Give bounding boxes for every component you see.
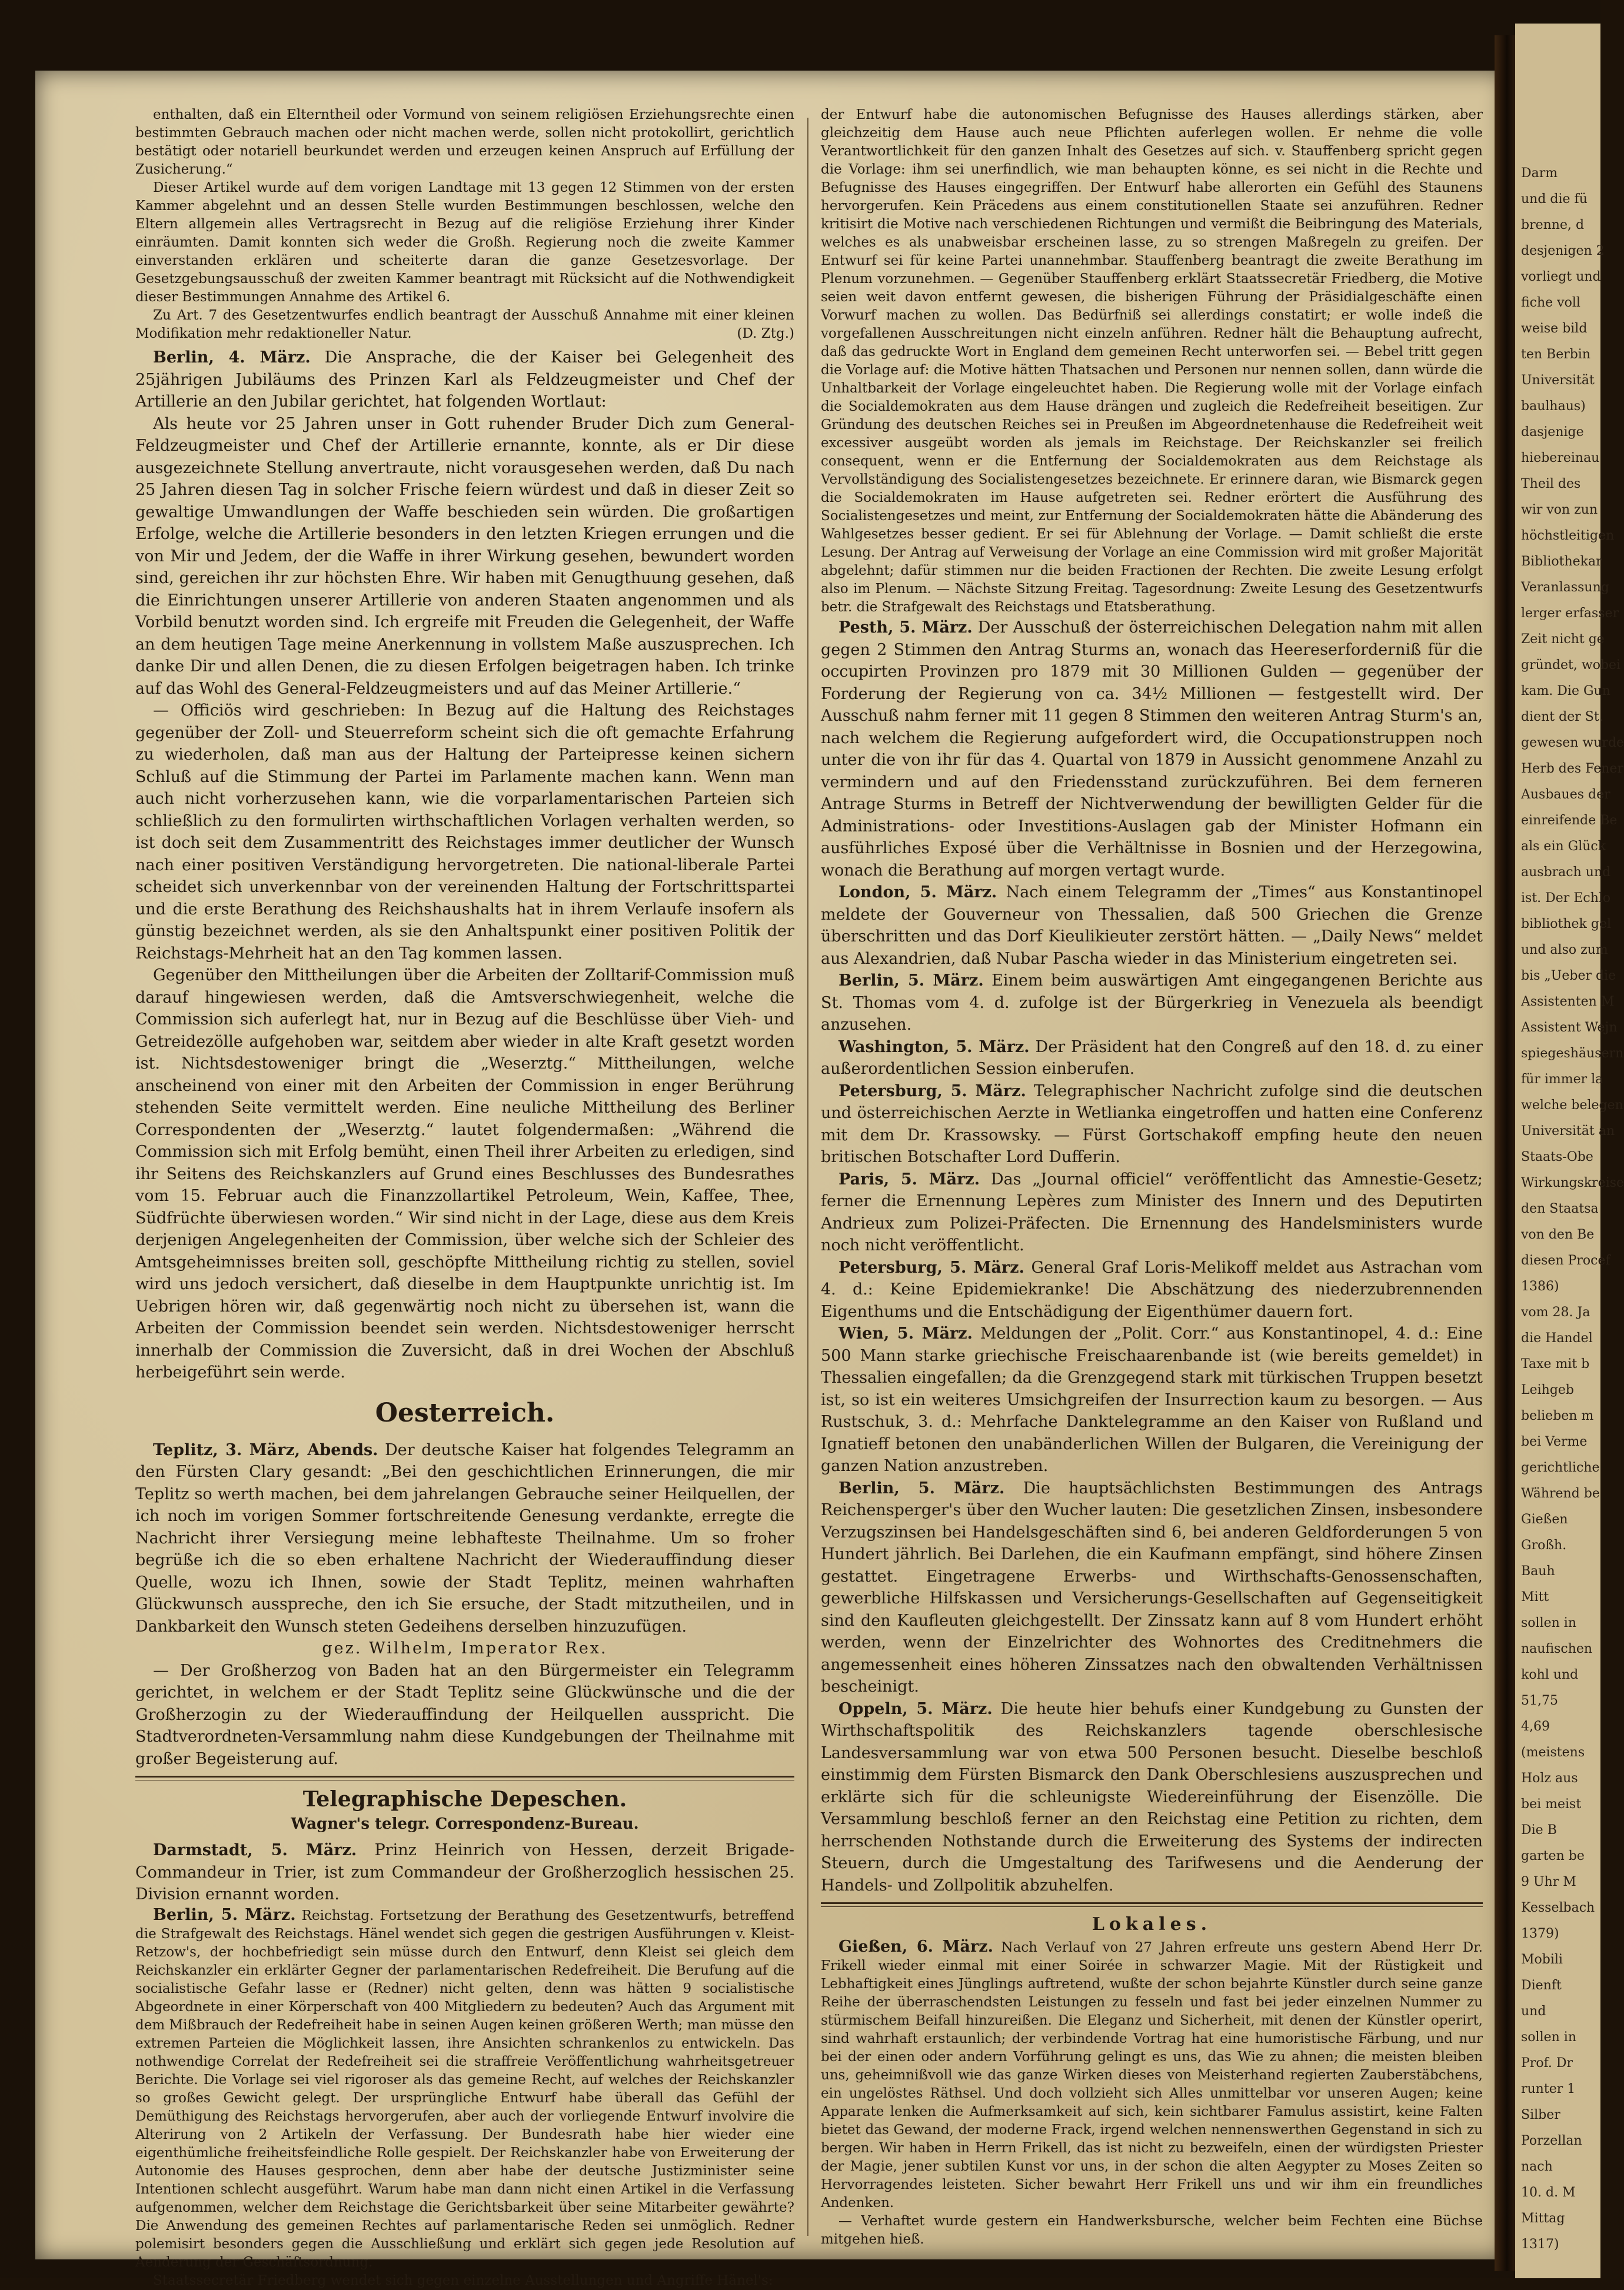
adjacent-page-fragment: Darm: [1521, 166, 1558, 181]
dateline: London, 5. März.: [838, 883, 997, 901]
adjacent-page-fragment: welche belegen: [1521, 1098, 1623, 1113]
article-oppeln: [821, 1698, 1483, 1897]
article-berlin-reichstag: [135, 1906, 794, 2272]
dateline: Gießen, 6. März.: [838, 1938, 993, 1956]
article-berlin-venezuela: [821, 970, 1483, 1036]
dateline: Teplitz, 3. März, Abends.: [153, 1440, 378, 1459]
adjacent-page-fragment: Holz aus: [1521, 1771, 1578, 1786]
dateline: Paris, 5. März.: [838, 1170, 980, 1189]
adjacent-page-fragment: 1379): [1521, 1926, 1559, 1941]
adjacent-page-fragment: 10. d. M: [1521, 2185, 1576, 2200]
adjacent-page-fragment: ten Berbin: [1521, 347, 1591, 362]
article-baden: — Der Großherzog von Baden hat an den Bürgermeister ein Telegramm gerichtet, in welchem er der Stadt Teplitz seine Glückwünsche und die der Großherzogin zu der Wiederauffindung der Heilquellen ausspricht. Die Stadtverordneten-Versammlung nahm diese Kundgebungen der Theilnahme mit großer Begeisterung auf.: [135, 1661, 794, 1768]
adjacent-page-fragment: fiche voll: [1521, 295, 1580, 310]
intro-paragraph: enthalten, daß ein Elterntheil oder Vormund von seinem religiösen Erziehungsrechte einen bestimmten Gebrauch machen oder nicht machen werde, sollen nicht protokollirt, gerichtlich bestätigt oder notariell beurkundet werden und erzeugen keinen Anspruch auf Erfüllung der Zusicherung.“: [135, 107, 794, 177]
adjacent-page-fragment: als ein Glück: [1521, 839, 1606, 854]
article-text: General Graf Loris-Melikoff meldet aus Astrachan vom 4. d.: Keine Epidemiekranke! Die Abschätzung des niederzubrennenden Eigenthums und die Entschädigung der Eigenthümer dauern fort.: [821, 1258, 1483, 1321]
article-closing: — Verhaftet wurde gestern ein Handwerksbursche, welcher beim Fechten eine Büchse mitgehen hieß.: [821, 2214, 1483, 2247]
adjacent-page-fragment: Gießen: [1521, 1512, 1568, 1527]
article-darmstadt: [135, 1839, 794, 1906]
adjacent-page-fragment: Prof. Dr: [1521, 2056, 1573, 2071]
adjacent-page-fragment: bibliothek gel: [1521, 917, 1612, 931]
left-column: [135, 106, 795, 2288]
dateline: Wien, 5. März.: [838, 1324, 973, 1343]
adjacent-page-fragment: gerichtliche: [1521, 1460, 1600, 1475]
article-text: Prinz Heinrich von Hessen, derzeit Brigade-Commandeur in Trier, ist zum Commandeur der Großherzoglich hessischen 25. Division ernannt worden.: [135, 1841, 794, 1903]
article-petersburg: [821, 1080, 1483, 1169]
adjacent-page-edge: [1515, 24, 1624, 2278]
adjacent-page-fragment: nach: [1521, 2159, 1553, 2174]
adjacent-page-fragment: Bauh: [1521, 1564, 1555, 1579]
adjacent-page-fragment: Mobili: [1521, 1952, 1563, 1967]
adjacent-page-fragment: brenne, d: [1521, 218, 1585, 232]
dateline: Berlin, 4. März.: [153, 348, 311, 367]
dateline: Berlin, 5. März.: [153, 1905, 296, 1924]
article-berlin-wucher: [821, 1477, 1483, 1698]
adjacent-page-fragment: höchstleitigen: [1521, 528, 1615, 543]
adjacent-page-fragment: 9 Uhr M: [1521, 1875, 1576, 1889]
adjacent-page-fragment: Bibliothekar: [1521, 554, 1602, 569]
right-column: [821, 106, 1483, 2248]
article-paris: [821, 1169, 1483, 1257]
signature: gez. Wilhelm, Imperator Rex.: [322, 1639, 608, 1657]
adjacent-page-fragment: von den Be: [1521, 1227, 1595, 1242]
adjacent-page-fragment: (meistens: [1521, 1745, 1585, 1760]
adjacent-page-fragment: ausbrach und: [1521, 865, 1611, 880]
adjacent-page-fragment: Zeit nicht ge: [1521, 632, 1605, 647]
article-text: Telegraphischer Nachricht zufolge sind die deutschen und österreichischen Aerzte in Wetlianka eingetroffen und hatten eine Conferenz mit dem Dr. Krassowsky. — Fürst Gortschakoff empfing heute den neuen britischen Botschafter Lord Dufferin.: [821, 1081, 1483, 1166]
telegraph-subheading: Wagner's telegr. Correspondenz-Bureau.: [291, 1815, 639, 1833]
adjacent-page-fragment: Theil des: [1521, 477, 1581, 491]
article-text: Nach einem Telegramm der „Times“ aus Konstantinopel meldete der Gouverneur von Thessalien, daß 500 Griechen die Grenze überschritten und das Dorf Kieulikieuter zerstört hätten. — „Daily News“ meldet aus Alexandrien, daß Nubar Pascha wieder in das Ministerium eingetreten sei.: [821, 883, 1483, 968]
adjacent-page-fragment: Staats-Obe: [1521, 1150, 1593, 1164]
adjacent-page-fragment: wir von zun: [1521, 502, 1598, 517]
adjacent-page-fragment: und also zum: [1521, 943, 1608, 957]
adjacent-page-fragment: dasjenige: [1521, 425, 1584, 440]
adjacent-page-fragment: Mitt: [1521, 1590, 1549, 1605]
dateline: Petersburg, 5. März.: [838, 1258, 1024, 1277]
adjacent-page-fragment: vom 28. Ja: [1521, 1305, 1590, 1320]
adjacent-page-fragment: weise bild: [1521, 321, 1588, 336]
article-text: Nach Verlauf von 27 Jahren erfreute uns gestern Abend Herr Dr. Frikell wieder einmal mit einer Soirée in schwarzer Magie. Mit der Rüstigkeit und Lebhaftigkeit eines Jünglings auftretend, wußte der schon bejahrte Künstler durch seine ganze Reihe der überraschendsten Leistungen zu fesseln und fast bei jeder einzelnen Nummer zu stürmischem Beifall hinzureißen. Die Eleganz und Sicherheit, mit denen der Künstler operirt, sind wahrhaft erstaunlich; der verbindende Vortrag hat eine humoristische Färbung, und nur bei der einen oder andern Vorführung gelingt es uns, das Wie zu ahnen; die meisten bleiben uns, geheimnißvoll wie das ganze Wirken dieses von Meisterhand regierten Zauberstäbchens, ein ungelöstes Räthsel. Und doch vollzieht sich Alles unmittelbar vor unseren Augen; keine Apparate lenken die Aufmerksamkeit auf sich, kein sichtbarer Famulus assistirt, keine Falten bietet das Gewand, der moderne Frack, irgend welchen nennenswerthen Gegenstand in sich zu bergen. Wir haben in Herrn Frikell, das ist nicht zu bezweifeln, einen der würdigsten Priester der Magie, jener subtilen Kunst vor uns, in der schon die alten Aegypter zu Moses Zeiten so Hervorragendes leisteten. Sicher bewahrt Herr Frikell uns und wir ihm ein freundliches Andenken.: [821, 1940, 1483, 2211]
adjacent-page-fragment: Mittag: [1521, 2211, 1565, 2226]
adjacent-page-fragment: bei Verme: [1521, 1434, 1588, 1449]
adjacent-page-fragment: Dienft: [1521, 1978, 1562, 1993]
section-heading-lokales: Lokales.: [1091, 1914, 1212, 1935]
adjacent-page-fragment: Taxe mit b: [1521, 1357, 1590, 1372]
adjacent-page-fragment: belieben m: [1521, 1409, 1594, 1423]
adjacent-page-fragment: Leihgeb: [1521, 1383, 1575, 1397]
telegraph-heading: Telegraphische Depeschen.: [302, 1787, 627, 1812]
adjacent-page-fragment: und: [1521, 2004, 1546, 2019]
article-text: Der Präsident hat den Congreß auf den 18. d. zu einer außerordentlichen Session einberufen.: [821, 1037, 1483, 1078]
article-closing: Staatssecretär Friedberg wendet sich gegen einzelne Ausstellungen und Angriffe Hänel's:: [153, 2272, 773, 2288]
adjacent-page-fragment: Während be: [1521, 1486, 1600, 1501]
adjacent-page-fragment: lerger erfasser: [1521, 606, 1619, 621]
article-text: Der deutsche Kaiser hat folgendes Telegramm an den Fürsten Clary gesandt: „Bei den geschichtlichen Erinnerungen, die mir Teplitz so werth machen, bei dem jahrelangen Gebrauche seiner Heilquellen, der ich noch im vorigen Sommer fortschreitende Genesung verdankte, erregte die Nachricht ihrer Versiegung meine lebhafteste Theilnahme. Um so froher begrüße ich die so eben erhaltene Nachricht der Wiederauffindung dieser Quelle, wozu ich Ihnen, sowie der Stadt Teplitz, meinen wahrhaften Glückwunsch ausspreche, den ich Sie ersuche, der Stadt mitzutheilen, und in Dankbarkeit den Wunsch steten Gedeihens derselben hinzuzufügen.: [135, 1440, 794, 1636]
adjacent-page-fragment: Wirkungskreise: [1521, 1176, 1624, 1190]
section-rule: [821, 1902, 1483, 1907]
adjacent-page-fragment: desjenigen 2: [1521, 244, 1605, 258]
intro-text: Zu Art. 7 des Gesetzentwurfes endlich beantragt der Ausschuß Annahme mit einer kleinen Modifikation mehr redaktioneller Natur.: [135, 308, 794, 341]
article-pesth: [821, 617, 1483, 881]
article-text: Die Ansprache, die der Kaiser bei Gelegenheit des 25jährigen Jubiläums des Prinzen Karl als Feldzeugmeister und Chef der Artillerie an den Jubilar gerichtet, hat folgenden Wortlaut:: [135, 348, 794, 411]
article-berlin-kaiser: [135, 347, 794, 413]
dateline: Pesth, 5. März.: [838, 618, 973, 637]
adjacent-page-fragment: 4,69: [1521, 1719, 1550, 1734]
adjacent-page-fragment: die Handel: [1521, 1331, 1593, 1346]
dateline: Washington, 5. März.: [838, 1037, 1030, 1056]
adjacent-page-fragment: ist. Der Echlo: [1521, 891, 1611, 906]
source-note: (D. Ztg.): [737, 326, 794, 341]
adjacent-page-fragment: garten be: [1521, 1849, 1585, 1863]
article-london: [821, 881, 1483, 970]
kaiser-quote: Als heute vor 25 Jahren unser in Gott ruhender Bruder Dich zum General-Feldzeugmeister und Chef der Artillerie ernannte, konnte, als er Dir diese ausgezeichnete Stellung anvertraute, nicht vorausgesehen werden, daß Du nach 25 Jahren diesen Tag in solcher Frische feiern würdest und daß in dieser Zeit so gewaltige Umwandlungen der Waffe beschieden sein würden. Die großartigen Erfolge, welche die Artillerie besonders in den letzten Kriegen errungen und die von Mir und Jedem, der die Waffe in ihrer Wirkung gesehen, bewundert worden sind, gereichen ihr zur höchsten Ehre. Wir haben mit Genugthuung gesehen, daß die Einrichtungen unserer Artillerie von anderen Staaten angenommen und als Vorbild benutzt worden sind. Ich ergreife mit Freuden die Gelegenheit, der Waffe an dem heutigen Tage meine Anerkennung in vollstem Maße auszusprechen. Ich danke Dir und allen Denen, die zu diesen Erfolgen beigetragen haben. Ich trinke auf das Wohl des General-Feldzeugmeisters und auf das Meiner Artillerie.“: [135, 414, 794, 698]
section-rule: [135, 1776, 794, 1780]
article-giessen: [821, 1938, 1483, 2212]
adjacent-page-fragment: und die fü: [1521, 192, 1588, 207]
adjacent-page-fragment: spiegeshäusern: [1521, 1046, 1624, 1061]
adjacent-page-fragment: Ausbaues der: [1521, 787, 1610, 802]
article-text: Die hauptsächlichsten Bestimmungen des Antrags Reichensperger's über den Wucher lauten: Die gesetzlichen Zinsen, insbesondere Verzugszinsen bei Handelsgeschäften sind 6, bei anderen Geldforderungen 5 von Hundert jährlich. Bei Darlehen, die ein Kaufmann empfängt, sind höhere Zinsen gestattet. Eingetragene Erwerbs- und Wirthschafts-Genossenschaften, gewerbliche Hilfskassen und Versicherungs-Gesellschaften auf Gegenseitigkeit sind den Kaufleuten gleichgestellt. Der Zinssatz kann auf 8 vom Hundert erhöht werden, wenn der Einzelrichter des Wohnortes des Creditnehmers die angemessenheit eines höheren Zinssatzes nach den obwaltenden Verhältnissen bescheinigt.: [821, 1479, 1483, 1696]
adjacent-page-fragment: einreifende Be: [1521, 813, 1618, 828]
adjacent-page-fragment: vorliegt und: [1521, 269, 1601, 284]
column-divider: [807, 118, 808, 2236]
dateline: Berlin, 5. März.: [838, 1479, 1005, 1497]
article-text: Einem beim auswärtigen Amt eingegangenen Berichte aus St. Thomas vom 4. d. zufolge ist der Bürgerkrieg in Venezuela als beendigt anzusehen.: [821, 971, 1483, 1034]
article-offizioes: — Officiös wird geschrieben: In Bezug auf die Haltung des Reichstages gegenüber der Zoll- und Steuerreform scheint sich die oft gemachte Erfahrung zu wiederholen, daß man aus der Haltung der Parteipresse keinen sichern Schluß auf die Stimmung der Partei im Parlamente machen kann. Wenn man auch nicht vorherzusehen kann, wie die vorparlamentarischen Parteien sich schließlich zu den formulirten wirthschaftlichen Vorlagen verhalten werden, so ist doch seit dem Zusammentritt des Reichstages immer deutlicher der Wunsch nach einer positiven Verständigung hervorgetreten. Die national-liberale Partei scheidet sich unverkennbar von der vereinenden Haltung der Fortschrittspartei und die erste Berathung des Reichshaushalts hat in ihrem Verlaufe insofern als günstig bezeichnet werden, als sie den Anhaltspunkt einer positiven Politik der Reichstags-Mehrheit hat an den Tag kommen lassen.: [135, 701, 794, 963]
article-zolltarif: Gegenüber den Mittheilungen über die Arbeiten der Zolltarif-Commission muß darauf hingewiesen werden, daß die Amtsverschwiegenheit, welche die Commission sich auferlegt hat, nur in Bezug auf die Beschlüsse über Vieh- und Getreidezölle aufgehoben war, seitdem aber wieder in alte Kraft gesetzt worden ist. Nichtsdestoweniger bringt die „Weserztg.“ Mittheilungen, welche anscheinend von einer mit den Arbeiten der Commission in enger Berührung stehenden Seite vermittelt werden. Eine neuliche Mittheilung des Berliner Correspondenten der „Weserztg.“ lautet folgendermaßen: „Während die Commission sich mit Erfolg bemüht, einen Theil ihrer Arbeiten zu erledigen, sind ihr Seitens des Reichskanzlers auf Grund eines Beschlusses des Bundesrathes vom 15. Februar auch die Finanzzollartikel Petroleum, Wein, Kaffee, Thee, Südfrüchte überwiesen worden.“ Wir sind nicht in der Lage, diese aus dem Kreis derjenigen Angelegenheiten der Commission, über welche sich der Schleier des Amtsgeheimnisses breiten soll, geschöpfte Mittheilung richtig zu stellen, soviel wird uns jedoch versichert, daß dieselbe in dem Hauptpunkte unrichtig ist. Im Uebrigen hören wir, daß gegenwärtig noch nicht zu übersehen ist, wann die Arbeiten der Commission beendet sein werden. Nichtsdestoweniger herrscht innerhalb der Commission die Zuversicht, daß in drei Wochen der Abschluß herbeigeführt sein werde.: [135, 966, 794, 1382]
dateline: Oppeln, 5. März.: [838, 1699, 993, 1718]
adjacent-page-fragment: Universität: [1521, 373, 1595, 388]
adjacent-page-fragment: Veranlassung: [1521, 580, 1609, 595]
adjacent-page-fragment: runter 1: [1521, 2082, 1576, 2096]
reichstag-continuation: der Entwurf habe die autonomischen Befugnisse des Hauses allerdings stärken, aber gleichzeitig dem Hause auch neue Pflichten auferlegen wollen. Er nehme die volle Verantwortlichkeit für den ganzen Inhalt des Gesetzes auf sich. v. Stauffenberg spricht gegen die Vorlage: ihm sei unerfindlich, wie man behaupten könne, es sei nicht in die Rechte und Befugnisse des Hauses eingegriffen. Der Entwurf habe allerorten ein Gefühl des Staunens hervorgerufen. Kein Präcedens aus einem constitutionellen Staate sei anzuführen. Redner kritisirt die Motive nach verschiedenen Richtungen und vermißt die Beibringung des Materials, welches es als unabweisbar erscheinen lasse, zu so strengen Maßregeln zu greifen. Der Entwurf sei für keine Partei unannehmbar. Stauffenberg beantragt die zweite Berathung im Plenum vorzunehmen. — Gegenüber Stauffenberg erklärt Staatssecretär Friedberg, die Motive seien weit davon entfernt gewesen, die bisherigen Führung der Präsidialgeschäfte einen Vorwurf machen zu wollen. Das Bedürfniß sei allerdings constatirt; er wolle indeß die vorgefallenen Ausschreitungen nicht einzeln anführen. Redner hält die Behauptung aufrecht, daß das gedruckte Wort in England dem gemeinen Recht unterworfen sei. — Bebel tritt gegen die Vorlage auf: die Motive hätten Thatsachen und Personen nur nennen sollen, dann würde die Unhaltbarkeit der Vorlage eingeleuchtet haben. Die Regierung wolle mit der Vorlage einfach die Socialdemokraten aus dem Hause drängen und zugleich die Redefreiheit beseitigen. Zur Gründung des deutschen Reiches sei in Preußen im Abgeordnetenhause die Redefreiheit weit excessiver ausgeübt worden als jemals im Reichstage. Der Reichskanzler sei freilich consequent, wenn er die Entfernung der Socialdemokraten aus dem Reichstage als Vervollständigung des Socialistengesetzes bezeichnete. Er erinnere daran, wie Bismarck gegen die Socialdemokraten im Hause aufgetreten sei. Redner erörtert die Ausführung des Socialistengesetzes und meint, zur Entfernung der Socialdemokraten hätte die Abänderung des Wahlgesetzes besser gedient. Er sei für Ablehnung der Vorlage. — Damit schließt die erste Lesung. Der Antrag auf Verweisung der Vorlage an eine Commission wird mit großer Majorität abgelehnt; dafür stimmen nur die beiden Fractionen der Rechten. Die zweite Lesung erfolgt also im Plenum. — Nächste Sitzung Freitag. Tagesordnung: Zweite Lesung des Gesetzentwurfs betr. die Strafgewalt des Reichstags und Etatsberathung.: [821, 107, 1483, 615]
adjacent-page-fragment: für immer la: [1521, 1072, 1603, 1087]
adjacent-page-fragment: 51,75: [1521, 1693, 1558, 1708]
article-text: Reichstag. Fortsetzung der Berathung des Gesetzentwurfs, betreffend die Strafgewalt des Reichstags. Hänel wendet sich gegen die gestrigen Ausführungen v. Kleist-Retzow's, der hochbefriedigt sein müsse durch den Entwurf, denn Kleist sei gleich dem Reichskanzler ein erklärter Gegner der parlamentarischen Redefreiheit. Die Berufung auf die socialistische Gefahr lasse er (Redner) nicht gelten, denn was hätten 9 socialistische Abgeordnete in einer Körperschaft von 400 Mitgliedern zu bedeuten? Auch das Argument mit dem Mißbrauch der Redefreiheit habe in seinen Augen keinen größeren Werth; man müsse den extremen Parteien die Möglichkeit lassen, ihre Ansichten schrankenlos zu entwickeln. Das nothwendige Correlat der Redefreiheit sei die straffreie Veröffentlichung wahrheitsgetreuer Berichte. Die Vorlage sei viel rigoroser als das gemeine Recht, auf welches der Reichskanzler so großes Gewicht gelegt. Der ursprüngliche Entwurf habe überall das Gefühl der Demüthigung des Reichstags hervorgerufen, aber auch der vorliegende Entwurf involvire die Alterirung von 2 Artikeln der Verfassung. Der Bundesrath habe hier wieder eine eigenthümliche freiheitsfeindliche Rolle gespielt. Der Reichskanzler habe von Erweiterung der Autonomie des Hauses gesprochen, denn aber habe der deutsche Justizminister seine Intentionen schlecht ausgeführt. Warum habe man dann nicht einen Artikel in die Verfassung aufgenommen, welcher dem Reichstage die Gerichtsbarkeit über seine Mitarbeiter gewährte? Die Anwendung des gemeinen Rechtes auf parlamentarische Reden sei unmöglich. Redner polemisirt besonders gegen die Ausschließung und erklärt sich gegen jede Resolution auf Aenderung der Geschäftsordnung.: [135, 1908, 795, 2270]
adjacent-page-fragment: diesen Procef: [1521, 1253, 1610, 1268]
adjacent-page-fragment: baulhaus): [1521, 399, 1586, 414]
adjacent-page-fragment: 1386): [1521, 1279, 1559, 1294]
intro-paragraph: Dieser Artikel wurde auf dem vorigen Landtage mit 13 gegen 12 Stimmen von der ersten Kammer abgelehnt und an dessen Stelle wurden Bestimmungen beschlossen, welche den Eltern allgemein alles Vertragsrecht in Bezug auf die religiöse Erziehung ihrer Kinder einräumten. Damit konnten sich weder die Großh. Regierung noch die zweite Kammer einverstanden erklären und scheiterte daran die ganze Gesetzesvorlage. Der Gesetzgebungsausschuß der zweiten Kammer beantragt mit Rücksicht auf die Nothwendigkeit dieser Bestimmungen Annahme des Artikel 6.: [135, 180, 794, 305]
adjacent-page-fragment: bei meist: [1521, 1797, 1582, 1812]
adjacent-page-fragment: Herb des Fener: [1521, 761, 1623, 776]
article-petersburg: [821, 1257, 1483, 1323]
adjacent-page-fragment: Porzellan: [1521, 2133, 1582, 2148]
article-text: Der Ausschuß der österreichischen Delegation nahm mit allen gegen 2 Stimmen den Antrag Sturms an, wonach das Heereserforderniß für die occupirten Provinzen pro 1879 mit 30 Millionen Gulden — gegenüber der Forderung der Regierung von ca. 34½ Millionen — festgestellt wird. Der Ausschuß nahm ferner mit 11 gegen 8 Stimmen den weiteren Antrag Sturm's an, nach welchem die Regierung aufgefordert wird, die Occupationstruppen noch unter die von ihr für das 4. Quartal von 1879 in Aussicht genommene Anzahl zu vermindern und auf den Friedensstand zurückzuführen. Bei dem ferneren Antrage Sturms in Betreff der Nichtverwendung der bewilligten Gelder für die Administrations- oder Investitions-Auslagen gab der Minister Hofmann ein ausführliches Exposé über die Verhältnisse in Bosnien und der Herzegowina, wonach die Berathung auf morgen vertagt wurde.: [821, 618, 1483, 880]
adjacent-page-fragment: Kesselbach: [1521, 1900, 1595, 1915]
adjacent-page-fragment: den Staatsa: [1521, 1201, 1599, 1216]
adjacent-page-fragment: Universität an: [1521, 1124, 1615, 1139]
adjacent-page-fragment: Assistent Wejn: [1521, 1020, 1618, 1035]
section-heading-oesterreich: Oesterreich.: [375, 1397, 555, 1428]
dateline: Berlin, 5. März.: [838, 971, 984, 990]
adjacent-page-fragment: kohl und: [1521, 1667, 1579, 1682]
article-teplitz: [135, 1439, 794, 1638]
adjacent-page-fragment: gründet, wobei: [1521, 658, 1621, 673]
book-spine: [1495, 35, 1515, 2271]
adjacent-page-fragment: sollen in: [1521, 2030, 1576, 2045]
adjacent-page-fragment: kam. Die Gun: [1521, 684, 1610, 698]
article-wien: [821, 1323, 1483, 1477]
adjacent-page-fragment: gewesen wurde: [1521, 735, 1624, 750]
adjacent-page-fragment: 1317): [1521, 2237, 1559, 2252]
adjacent-page-fragment: sollen in: [1521, 1616, 1576, 1630]
article-washington: [821, 1036, 1483, 1080]
adjacent-page-fragment: Assistenten M: [1521, 994, 1615, 1009]
adjacent-page-fragment: Großh.: [1521, 1538, 1567, 1553]
dateline: Darmstadt, 5. März.: [153, 1841, 357, 1859]
adjacent-page-fragment: naufischen: [1521, 1642, 1593, 1656]
adjacent-page-fragment: bis „Ueber die: [1521, 968, 1616, 983]
intro-paragraph: [135, 307, 794, 343]
article-text: Das „Journal officiel“ veröffentlicht das Amnestie-Gesetz; ferner die Ernennung Lepères zum Minister des Innern und des Deputirten Andrieux zum Polizei-Präfecten. Die Ernennung des Handelsministers wurde noch nicht veröffentlicht.: [821, 1170, 1483, 1254]
dateline: Petersburg, 5. März.: [838, 1081, 1026, 1100]
adjacent-page-fragment: Die B: [1521, 1823, 1557, 1838]
article-text: Meldungen der „Polit. Corr.“ aus Konstantinopel, 4. d.: Eine 500 Mann starke griechische Freischaarenbande ist (wie bereits gemeldet) in Thessalien eingefallen; da die Grenzgegend stark mit türkischen Truppen besetzt ist, so ist ein weiteres Umsichgreifen der Insurrection kaum zu besorgen. — Aus Rustschuk, 3. d.: Mehrfache Danktelegramme an den Kaiser von Rußland und Ignatieff betonen den unabänderlichen Willen der Bulgaren, die Vereinigung der ganzen Nation anzustreben.: [821, 1324, 1483, 1475]
adjacent-page-fragment: dient der St.: [1521, 710, 1603, 724]
adjacent-page-fragment: hiebereinau: [1521, 451, 1600, 465]
article-text: Die heute hier behufs einer Kundgebung zu Gunsten der Wirthschaftspolitik des Reichskanzlers tagende oberschlesische Landesversammlung war von etwa 500 Personen besucht. Dieselbe beschloß einstimmig dem Fürsten Bismarck den Dank Oberschlesiens auszusprechen und erklärte sich für die schleunigste Wiedereinführung der Eisenzölle. Die Versammlung beschloß ferner an den Reichstag eine Petition zu richten, dem herrschenden Nothstande durch die Erweiterung des Systems der indirecten Steuern, durch die Umgestaltung des Tarifwesens und die Aenderung der Handels- und Zollpolitik abzuhelfen.: [821, 1699, 1483, 1895]
adjacent-page-fragment: Silber: [1521, 2108, 1560, 2122]
